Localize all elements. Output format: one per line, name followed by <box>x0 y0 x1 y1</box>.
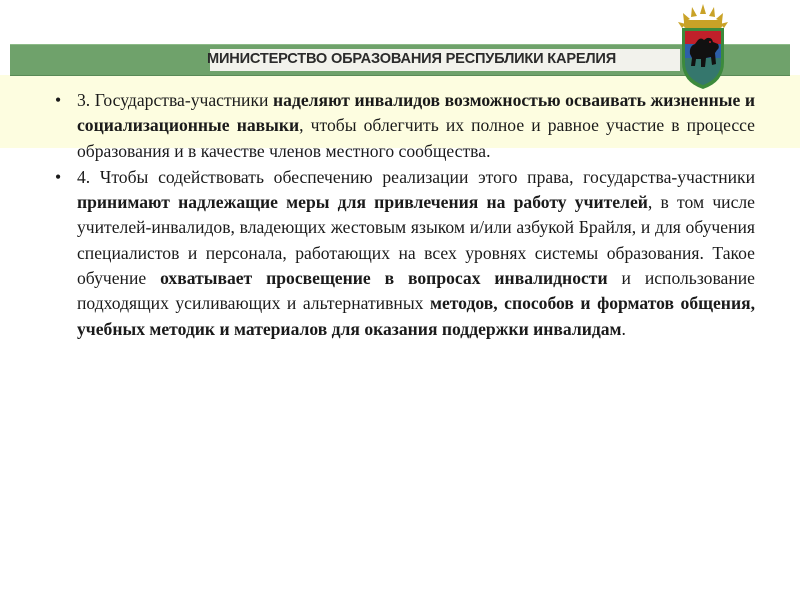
ministry-title: МИНИСТЕРСТВО ОБРАЗОВАНИЯ РЕСПУБЛИКИ КАРЕЛИЯ <box>207 51 617 67</box>
paragraph-4: • 4. Чтобы содействовать обеспечению реализации этого права, государства-участники принимают надлежащие меры для привлечения на работу учителей, в том числе учителей-инвалидов, владеющих жестовым языком и/или азбукой Брайля, и для обучения специалистов и персонала, работающих на всех уровнях системы образования. Такое обучение охватывает просвещение в вопросах инвалидности и использование подходящих усиливающих и альтернативных методов, способов и форматов общения, учебных методик и материалов для оказания поддержки инвалидам. <box>55 166 755 339</box>
main-text <box>55 88 755 342</box>
karelia-coat-of-arms-icon <box>674 4 732 90</box>
bullet-icon: • <box>55 90 62 110</box>
paragraph-3: • 3. Государства-участники наделяют инвалидов возможностью осваивать жизненные и социализационные навыки, чтобы облегчить их полное и равное участие в процессе образования и в качестве членов местного сообщества. <box>55 90 755 161</box>
bullet-icon: • <box>55 166 62 187</box>
